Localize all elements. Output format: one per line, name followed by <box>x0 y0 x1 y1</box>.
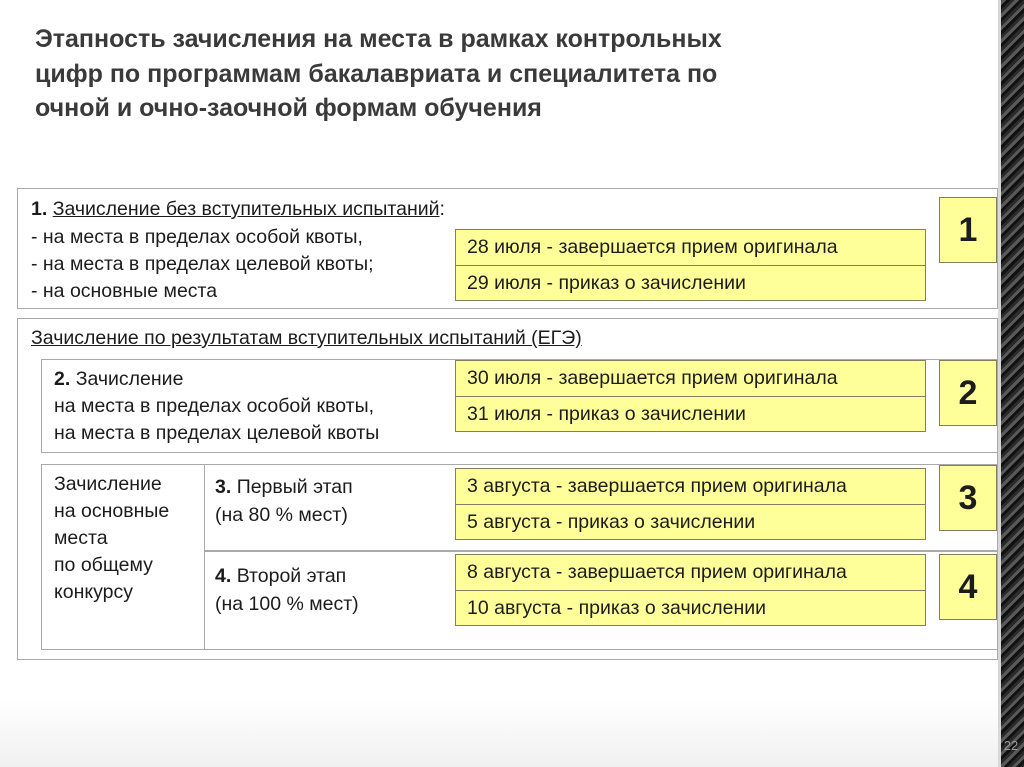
stage-4-dates <box>455 554 926 626</box>
section-1-heading-suffix: : <box>439 198 445 220</box>
date-row-originals: 28 июля - завершается прием оригинала <box>467 236 838 258</box>
section-1-dates <box>455 229 926 301</box>
stage-badge-4: 4 <box>939 554 997 620</box>
stage-3-title <box>215 474 353 501</box>
stage-badge-2: 2 <box>939 360 997 426</box>
section-1-item: - на места в пределах целевой квоты; <box>31 253 374 275</box>
slide-bottom-shadow <box>0 700 998 767</box>
stage-2-line: на места в пределах целевой квоты <box>54 422 380 444</box>
section-exam-heading: Зачисление по результатам вступительных испытаний (ЕГЭ) <box>31 327 582 349</box>
stage-4-number: 4. <box>215 565 232 587</box>
date-row-originals: 8 августа - завершается прием оригинала <box>467 561 847 583</box>
stage-2-dates <box>455 360 926 432</box>
stage-badge-1: 1 <box>939 197 997 263</box>
section-1-number: 1. <box>31 198 48 220</box>
stage-3-number: 3. <box>215 476 232 498</box>
stage-4-subtitle: (на 100 % мест) <box>215 593 359 615</box>
stage-badge-3: 3 <box>939 465 997 531</box>
page-number: 22 <box>1003 738 1019 753</box>
general-competition-line: конкурсу <box>54 581 133 603</box>
decorative-side-strip <box>998 0 1024 767</box>
date-row-originals: 30 июля - завершается прием оригинала <box>467 367 838 389</box>
date-row-order: 31 июля - приказ о зачислении <box>456 396 925 431</box>
stage-3-subtitle: (на 80 % мест) <box>215 504 348 526</box>
stage-2-number: 2. <box>54 368 71 390</box>
date-row-order: 29 июля - приказ о зачислении <box>456 265 925 300</box>
stage-2-line: на места в пределах особой квоты, <box>54 395 375 417</box>
slide-title: Этапность зачисления на места в рамках контрольных цифр по программам бакалавриата и специалитета по очной и очно-заочной формам обучения <box>35 25 722 122</box>
section-1-item: - на основные места <box>31 280 218 302</box>
stage-4-title-text: Второй этап <box>236 565 347 587</box>
stage-4-title <box>215 563 346 590</box>
general-competition-line: по общему <box>54 554 153 576</box>
date-row-order: 5 августа - приказ о зачислении <box>456 504 925 539</box>
stage-3-dates <box>455 468 926 540</box>
general-competition-line: на основные <box>54 500 170 522</box>
section-1-heading <box>31 196 445 223</box>
general-competition-line: Зачисление <box>54 473 162 495</box>
date-row-originals: 3 августа - завершается прием оригинала <box>467 475 847 497</box>
stage-3-title-text: Первый этап <box>236 476 353 498</box>
stage-2-title: Зачисление <box>75 368 184 390</box>
section-1-item: - на места в пределах особой квоты, <box>31 226 363 248</box>
date-row-order: 10 августа - приказ о зачислении <box>456 590 925 625</box>
section-1-heading-text: Зачисление без вступительных испытаний <box>52 198 440 220</box>
general-competition-line: места <box>54 527 108 549</box>
stage-2-line <box>54 366 183 393</box>
